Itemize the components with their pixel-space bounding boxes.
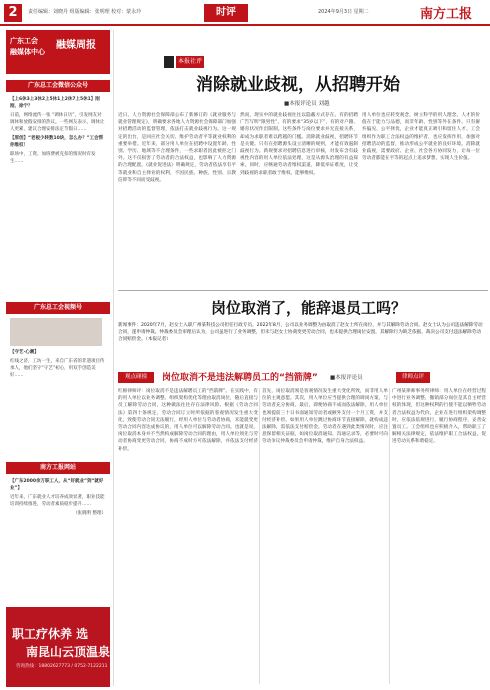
editorial-column-2: 然而，现实中的就业歧视往往以隐蔽方式存在。有的招聘广告写明“限男性”，有的要求“35岁以下”，有的对户籍、婚育状况作出限制。这些条件与岗位要求并无直接关系，却成为求职者难以跨越的门槛。消除就业歧视，招聘环节是关键。只有在招聘源头设立清晰的规则，才能有效遏制歧视行为。新规要求对招聘信息进行审核，对发布含有歧视性内容的用人单位依法处理，这是从源头治理的有益探索。同时，应畅通劳动者维权渠道，降低举证难度，让受到歧视的求职者敢于维权、能够维权。 <box>240 113 358 176</box>
issue-date: 2024年9月3日 星期二 <box>318 9 369 15</box>
ad-contact: 咨询热线：18802627773 / 0752-7122211 <box>16 664 108 669</box>
section-title: 时评 <box>204 4 248 22</box>
resort-advertisement[interactable] <box>6 607 110 687</box>
video-section <box>10 318 106 381</box>
video-thumbnail[interactable] <box>10 318 102 346</box>
editorial-kicker: 本报社评 <box>176 56 204 68</box>
editorial-byline: ■本报评论员 刘越 <box>284 101 330 107</box>
news-event-lead: 新闻事件：2020年7月，赵女士入职广州某科技公司担任行政专员。2022年8月，公司以业务调整为由取消了赵女士所在岗位，并与其解除劳动合同。赵女士认为公司违法解除劳动合同，遂申请仲裁。仲裁委员会审理后认为，公司虽进行了业务调整，但未与赵女士协商变更劳动合同，也未提供合理岗位安置，其解除行为缺乏依据，裁决公司支付违法解除劳动合同赔偿金。（本报记者） <box>118 323 483 342</box>
website-section <box>10 478 106 519</box>
website-item: （张晓明 整理） <box>73 511 106 516</box>
page-number: 2 <box>4 4 22 22</box>
editorial-column-1: 近日，人力资源社会保障部公布了新修订的《就业服务与就业管理规定》，明确要求各地人力资源社会保障部门加强对招聘活动的监督管理，依法打击就业歧视行为。这一规定的出台，是回应社会关切、维护劳动者平等就业权利的重要举措。近年来，部分用人单位在招聘中设置年龄、性别、学历、地域等不合理条件，一些求职者因此被拒之门外。这不仅损害了劳动者的合法权益，也影响了人力资源的合理配置。《就业促进法》明确规定，劳动者依法享有平等就业和自主择业的权利，不因民族、种族、性别、宗教信仰等不同而受歧视。 <box>118 113 236 183</box>
website-section-header: 南方工报网站 <box>6 462 110 474</box>
video-item: 红线之济，工坊一生，来自广东省的非遗项目传承人，他们坚守“守艺”初心，用双手创造美好…… <box>10 359 105 378</box>
wechat-item: 职场中，工资、加班费被克扣的情况时有发生…… <box>10 152 96 164</box>
ad-line1: 职工疗休养 选 <box>12 627 89 641</box>
opinion-byline: ■本报评论员 <box>330 375 363 381</box>
opinion-column-2: 首先，岗位取消须是客观情况发生重大变化所致，而非用人单位的主观意愿。其次，用人单位应当提供合理的调岗方案，与劳动者充分协商。最后，即便协商不成而依法解除，用人单位也须提前三十日书面通知劳动者或额外支付一个月工资，并支付经济补偿。如果用人单位跳过协商环节直接解除，就构成违法解除，需依法支付赔偿金。劳动者在遇到此类情况时，应注意保留相关证据，如岗位取消通知、沟通记录等，必要时可向劳动争议仲裁委员会申请仲裁，维护自身合法权益。 <box>262 389 388 445</box>
newspaper-logo: 南方工报 <box>420 7 473 22</box>
editorial-headline[interactable]: 消除就业歧视，从招聘开始 <box>196 75 400 95</box>
kicker-mark <box>164 56 174 68</box>
editorial-column-3: 用人单位也应转变观念，树立科学的用人理念。人才的价值在于能力与品德，而非年龄、性别等外在条件。只有摒弃偏见、公平择优，企业才能真正吸引和留住人才。工会组织作为职工合法权益的维护者，也应发挥作用，加强对招聘活动的监督，推动形成公平就业的良好环境。消除就业歧视，需要政府、企业、社会各方协同发力，让每一位劳动者都能在平等的起点上追求梦想，实现人生价值。 <box>362 113 480 162</box>
media-center-banner <box>6 30 110 74</box>
lawyer-badge: 律师点评 <box>396 372 430 383</box>
header-rule <box>0 24 490 26</box>
banner-word: 融媒周报 <box>56 40 96 51</box>
opinion-column-1: 红棉律师评：岗位取消不是违法解聘员工的“挡箭牌”。在实践中，有的用人单位以业务调整、组织架构优化等理由取消岗位，随后直接与员工解除劳动合同，这种做法往往存在法律风险。根据《劳动合同法》第四十条规定，劳动合同订立时所依据的客观情况发生重大变化，致使劳动合同无法履行，经用人单位与劳动者协商，未能就变更劳动合同内容达成协议的，用人单位可以解除劳动合同。也就是说，岗位取消本身并不当然构成解除劳动合同的理由，用人单位须先与劳动者协商变更劳动合同，协商不成时方可依法解除，并依法支付经济补偿。 <box>118 389 258 452</box>
wechat-section <box>10 96 106 167</box>
opinion-headline[interactable]: 岗位取消不是违法解聘员工的“挡箭牌” <box>162 373 318 383</box>
wechat-item: 日前，网络流传一张 “调休日历”，引发网友对调休和放假安排的热议。一些网友表示，调休让人更累，建议合理安排法定节假日…… <box>10 113 105 132</box>
wechat-item[interactable]: 【原创】“老板少转数10块，怎么办？”工会帮你维权！ <box>10 136 104 148</box>
banner-line2: 融媒体中心 <box>10 48 45 56</box>
column-divider <box>389 388 390 684</box>
website-item[interactable]: 【广东2000余万职工人，从“好就业”到“就好业”】 <box>10 479 104 491</box>
website-item: 近年来，广东就业人才培养成效显著，职业技能培训持续推进，劳动者素质稳步提升…… <box>10 495 105 507</box>
question-headline[interactable]: 岗位取消了，能辞退员工吗？ <box>211 299 407 317</box>
column-divider <box>259 388 260 684</box>
editor-credits: 责任编辑：刘晓丹 组版编辑：张明理 校对：蒙永玲 <box>28 9 142 15</box>
section-divider <box>118 290 488 291</box>
wechat-item[interactable]: 【上6休3上3休2上5休1上2休7上5休1】刚刚，徐宁？ <box>10 97 100 109</box>
opinion-badge: 观点碰撞 <box>118 372 154 383</box>
lawyer-comment-column: 广州某律师事务所律师：用人单位在经营过程中进行业务调整、撤销部分岗位是其自主经营权的体现，但这种权利的行使不能以牺牲劳动者合法权益为代价。企业在进行组织架构调整时，应依法依规进行，履行协商程序，妥善安置员工。工会组织也应积极介入，帮助职工了解相关法律规定，依法维护职工合法权益，促进劳动关系和谐稳定。 <box>392 389 486 445</box>
wechat-section-header: 广东总工会微信公众号 <box>6 80 110 92</box>
video-item[interactable]: 【守艺·心潮】 <box>10 350 39 355</box>
ad-line2: 南昆山云顶温泉 <box>26 645 111 659</box>
sidebar-divider <box>113 30 114 686</box>
video-section-header: 广东总工会视频号 <box>6 302 110 314</box>
banner-line1: 广东工会 <box>10 37 38 45</box>
